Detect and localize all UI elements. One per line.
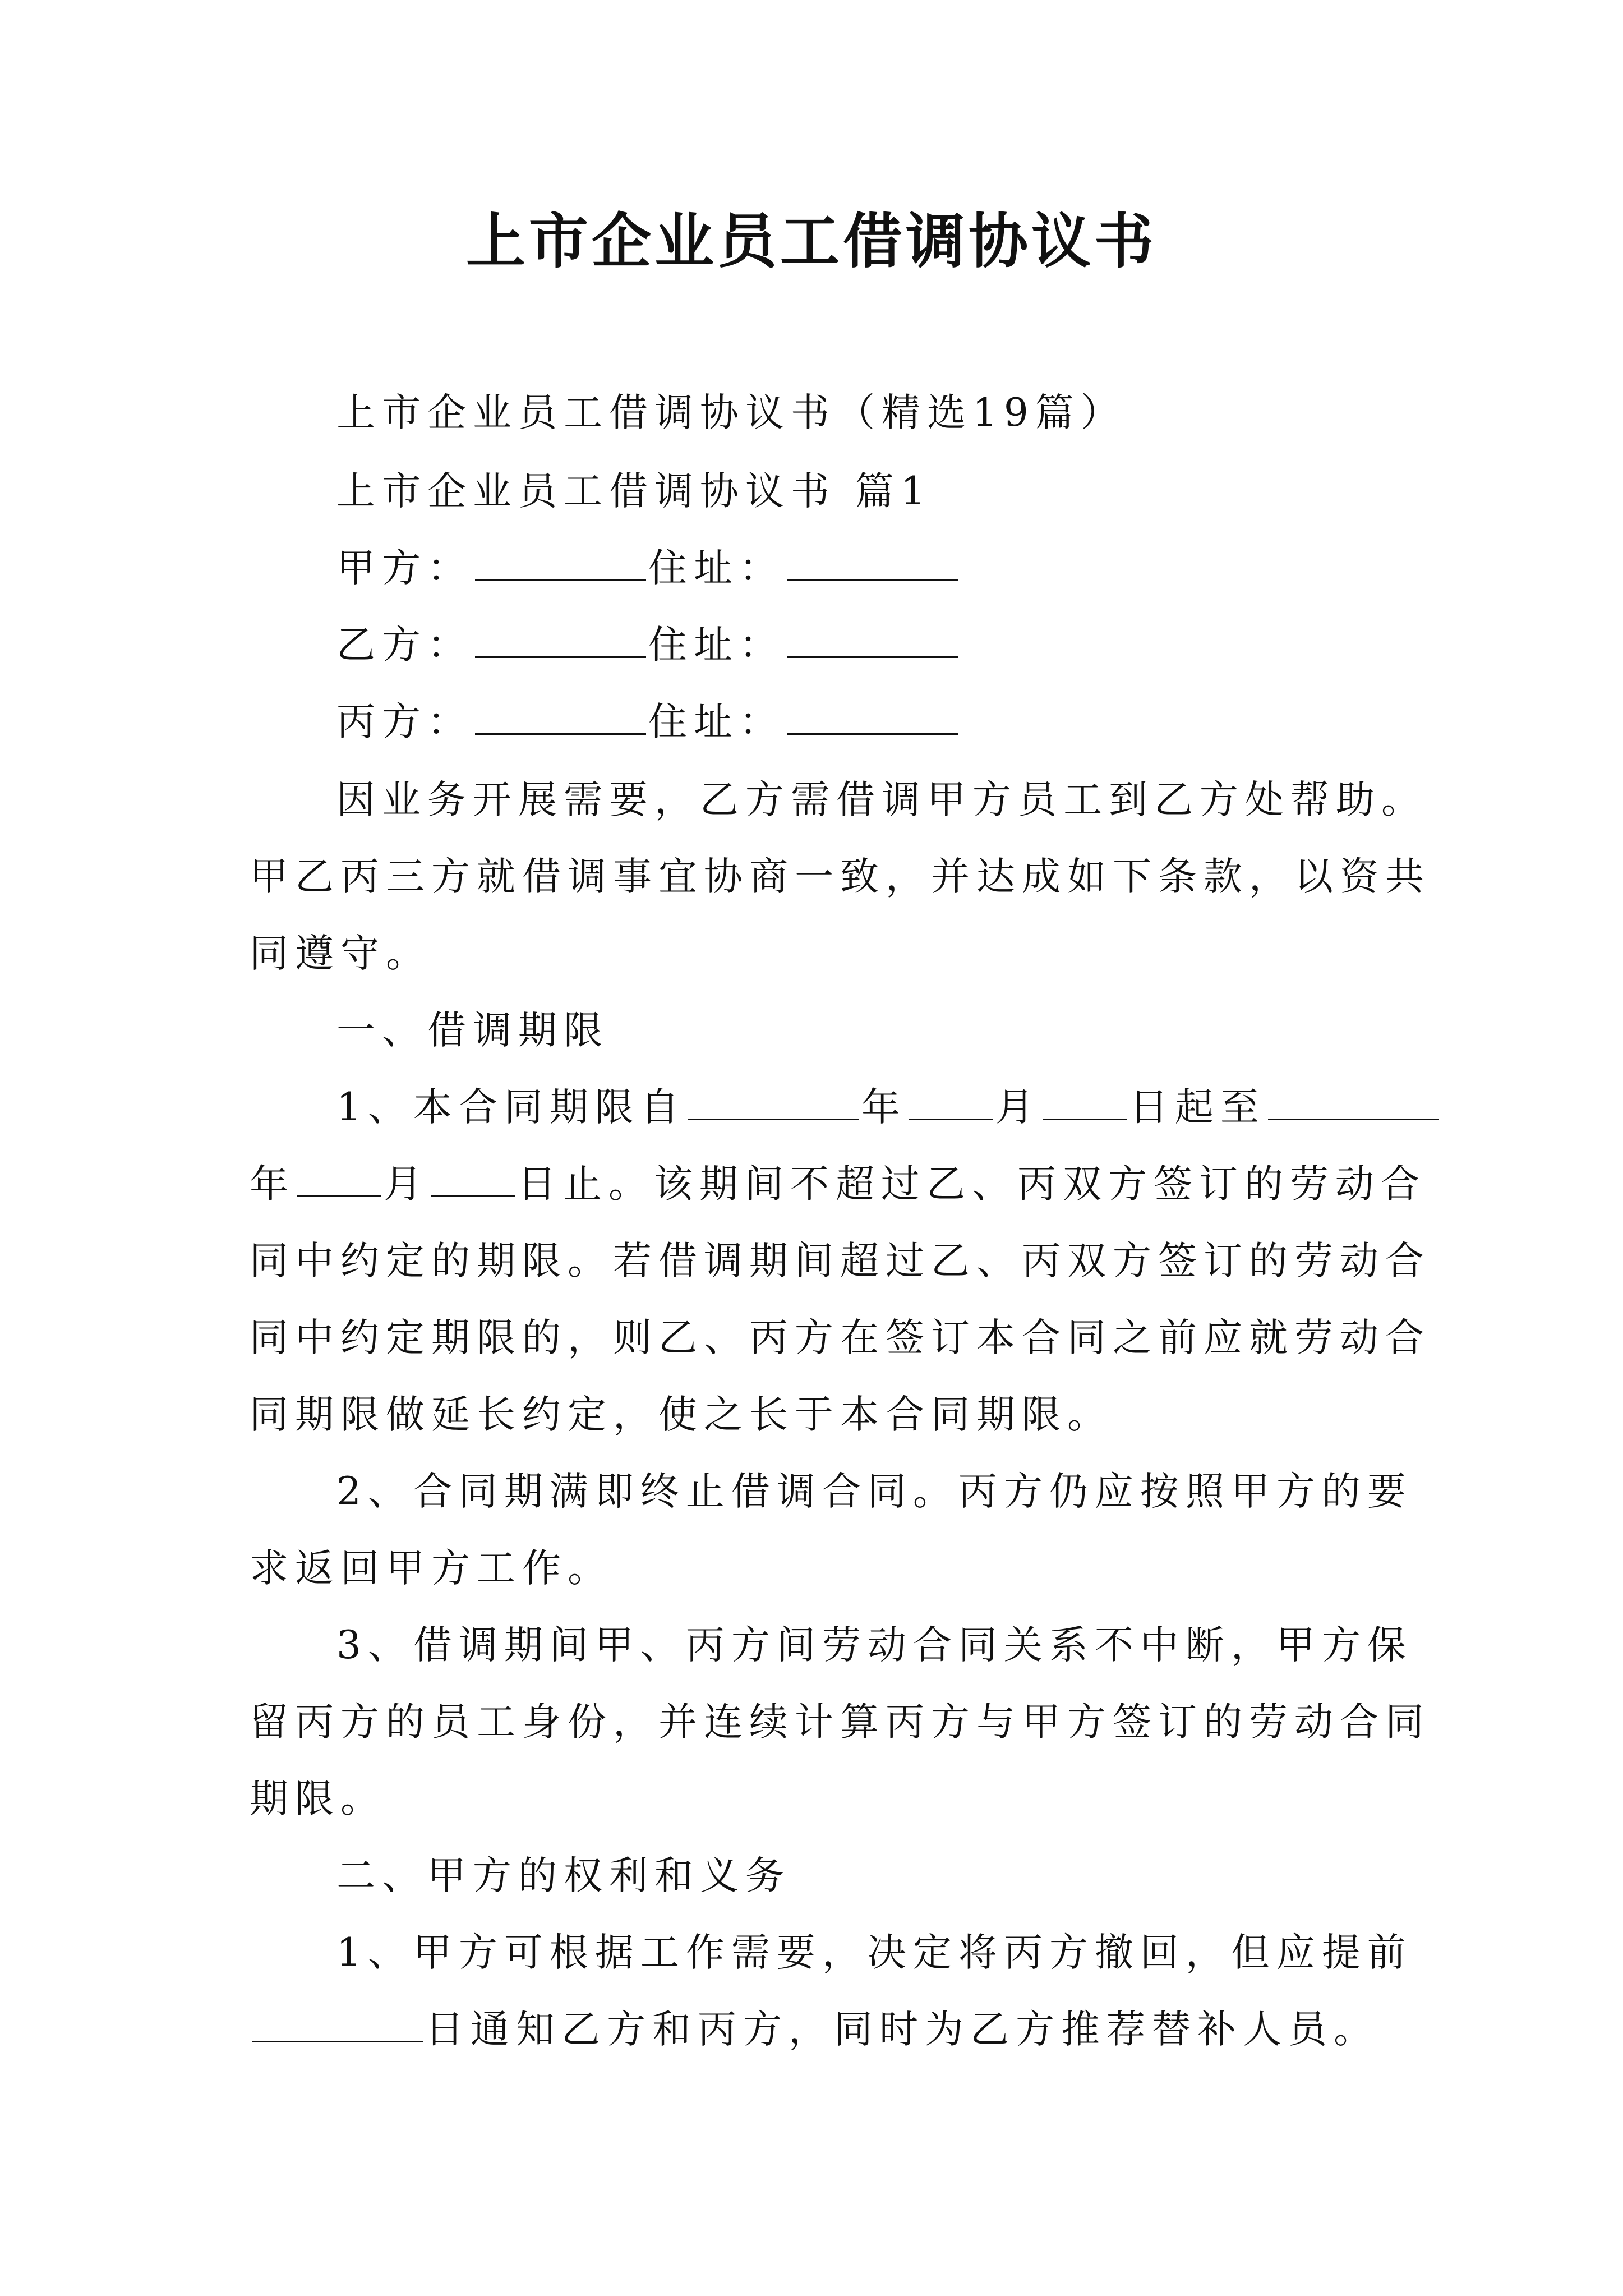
section1-heading: 一、借调期限 [336,1008,609,1053]
section1-item1-line5: 同期限做延长约定，使之长于本合同期限。 [250,1392,1113,1437]
end-month-blank [297,1162,381,1197]
year-label: 年 [861,1085,907,1130]
notice-days-blank [252,2007,423,2042]
day-from-label: 日起至 [1129,1085,1266,1130]
start-month-blank [909,1085,993,1120]
party-c-label: 丙方： [336,700,473,744]
party-c-row [336,694,960,750]
document-title: 上市企业员工借调协议书 [466,206,1157,276]
party-a-row [336,540,960,596]
party-a-address-label: 住址： [648,546,785,591]
term-start-label: 1、本合同期限自 [336,1085,686,1130]
intro-line-2: 甲乙丙三方就借调事宜协商一致，并达成如下条款，以资共 [250,854,1431,899]
section1-item1-line3: 同中约定的期限。若借调期间超过乙、丙双方签订的劳动合 [250,1239,1431,1283]
party-b-address-label: 住址： [648,623,785,668]
intro-line-3: 同遵守。 [250,931,431,976]
section2-item1-line2 [250,2001,1379,2058]
party-c-name-blank [475,700,646,735]
start-year-blank [688,1085,859,1120]
party-c-address-blank [787,700,958,735]
section2-item1-line1: 1、甲方可根据工作需要，决定将丙方撤回，但应提前 [336,1930,1413,1975]
end-day-blank [431,1162,515,1197]
section1-item1-line1 [336,1079,1441,1135]
party-c-address-label: 住址： [648,700,785,744]
party-a-label: 甲方： [336,546,473,591]
section1-item1-line2 [250,1156,1426,1212]
start-day-blank [1043,1085,1127,1120]
month-label: 月 [995,1085,1041,1130]
notice-text: 日通知乙方和丙方，同时为乙方推荐替补人员。 [425,2007,1379,2052]
section-heading: 上市企业员工借调协议书 篇1 [336,469,932,514]
section1-item3-line2: 留丙方的员工身份，并连续计算丙方与甲方签订的劳动合同 [250,1700,1431,1745]
party-b-name-blank [475,623,646,658]
term-end-text: 日止。该期间不超过乙、丙双方签订的劳动合 [518,1162,1426,1207]
month-label: 月 [384,1162,429,1207]
party-a-name-blank [475,546,646,581]
section1-item2-line1: 2、合同期满即终止借调合同。丙方仍应按照甲方的要 [336,1469,1413,1514]
party-b-address-blank [787,623,958,658]
party-b-label: 乙方： [336,623,473,668]
section1-item3-line3: 期限。 [250,1777,386,1821]
year-label: 年 [250,1162,295,1207]
end-year-blank [1268,1085,1439,1120]
document-subtitle: 上市企业员工借调协议书（精选19篇） [336,390,1126,435]
section1-item3-line1: 3、借调期间甲、丙方间劳动合同关系不中断，甲方保 [336,1623,1413,1668]
section2-heading: 二、甲方的权利和义务 [336,1853,791,1898]
intro-line-1: 因业务开展需要，乙方需借调甲方员工到乙方处帮助。 [336,777,1427,822]
party-b-row [336,617,960,673]
section1-item1-line4: 同中约定期限的，则乙、丙方在签订本合同之前应就劳动合 [250,1315,1431,1360]
section1-item2-line2: 求返回甲方工作。 [250,1546,613,1591]
party-a-address-blank [787,546,958,581]
